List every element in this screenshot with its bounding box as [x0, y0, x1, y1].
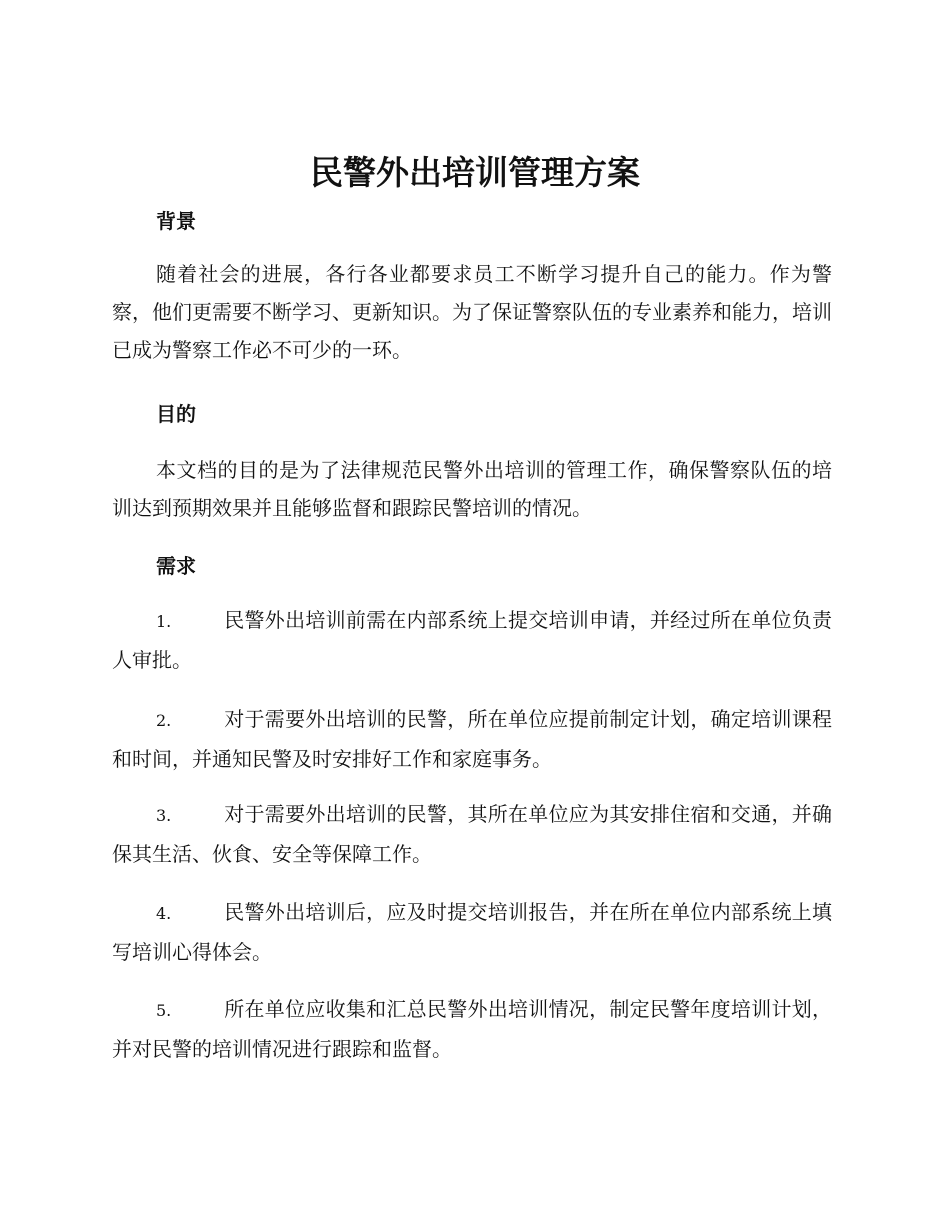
list-item-text: 对于需要外出培训的民警，其所在单位应为其安排住宿和交通，并确保其生活、伙食、安全等保障工作。 — [112, 802, 832, 866]
list-item-text: 民警外出培训后，应及时提交培训报告，并在所在单位内部系统上填写培训心得体会。 — [112, 900, 832, 964]
list-item-number: 2. — [156, 711, 172, 730]
list-item-number: 4. — [156, 904, 172, 923]
section-paragraph-purpose: 本文档的目的是为了法律规范民警外出培训的管理工作，确保警察队伍的培训达到预期效果并且能够监督和跟踪民警培训的情况。 — [112, 458, 832, 520]
list-item-text: 所在单位应收集和汇总民警外出培训情况，制定民警年度培训计划，并对民警的培训情况进行跟踪和监督。 — [112, 997, 832, 1061]
list-item-text: 对于需要外出培训的民警，所在单位应提前制定计划，确定培训课程和时间，并通知民警及时安排好工作和家庭事务。 — [112, 707, 832, 771]
list-item — [112, 893, 832, 971]
list-item-number: 3. — [156, 806, 172, 825]
document-title: 民警外出培训管理方案 — [310, 153, 640, 192]
list-item — [112, 601, 832, 679]
section-paragraph-background: 随着社会的进展，各行各业都要求员工不断学习提升自己的能力。作为警察，他们更需要不断学习、更新知识。为了保证警察队伍的专业素养和能力，培训已成为警察工作必不可少的一环。 — [112, 262, 832, 362]
section-heading-purpose: 目的 — [156, 402, 196, 426]
section-heading-background: 背景 — [156, 209, 196, 233]
list-item-number: 1. — [156, 612, 172, 631]
list-item-text: 民警外出培训前需在内部系统上提交培训申请，并经过所在单位负责人审批。 — [112, 608, 832, 672]
list-item-number: 5. — [156, 1001, 172, 1020]
list-item — [112, 700, 832, 778]
list-item — [112, 795, 832, 873]
list-item — [112, 990, 832, 1068]
section-heading-requirements: 需求 — [156, 554, 196, 578]
